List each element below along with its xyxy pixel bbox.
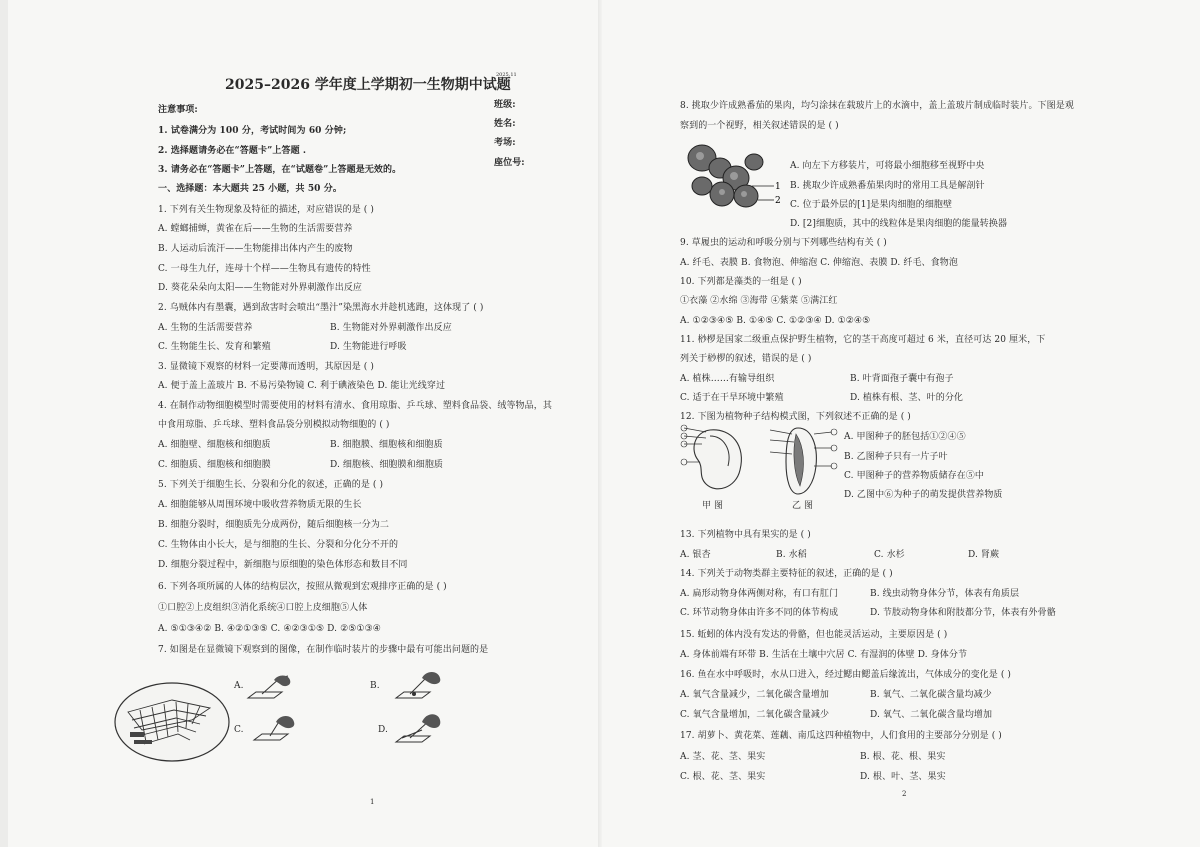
q12-caption-b: 乙 图 [792, 501, 814, 511]
q5-option-d: D. 细胞分裂过程中，新细胞与原细胞的染色体形态和数目不同 [158, 560, 408, 570]
q12-option-c: C. 甲图种子的营养物质储存在⑤中 [844, 471, 984, 481]
q8-option-b: B. 挑取少许成熟番茄果肉时的常用工具是解剖针 [790, 181, 985, 191]
q13-option-a: A. 银杏 [680, 550, 711, 560]
q11-option-a: A. 植株……有输导组织 [680, 374, 775, 384]
q14-option-b: B. 线虫动物身体分节，体表有角质层 [870, 589, 1020, 599]
q6-stem: 6. 下列各项所属的人体的结构层次，按照从微观到宏观排序正确的是 ( ) [158, 582, 447, 592]
q13-option-d: D. 肾蕨 [968, 550, 1000, 560]
q16-option-c: C. 氧气含量增加，二氧化碳含量减少 [680, 710, 830, 720]
q2-option-a: A. 生物的生活需要营养 [158, 323, 253, 333]
q4-stem-1: 4. 在制作动物细胞模型时需要使用的材料有清水、食用琼脂、乒乓球、塑料食品袋、绒等物品，其 [158, 401, 552, 411]
q12-stem: 12. 下图为植物种子结构模式图，下列叙述不正确的是 ( ) [680, 412, 911, 422]
q12-bean-seed-figure [680, 422, 750, 498]
q1-option-a: A. 螳螂捕蝉，黄雀在后——生物的生活需要营养 [158, 224, 353, 234]
q2-option-d: D. 生物能进行呼吸 [330, 342, 407, 352]
q6-options: A. ⑤①③④② B. ④②①③⑤ C. ④②③①⑤ D. ②⑤①③④ [158, 624, 381, 634]
q17-option-b: B. 根、花、根、果实 [860, 752, 946, 762]
q4-option-a: A. 细胞壁、细胞核和细胞质 [158, 440, 271, 450]
q7-stem: 7. 如图是在显微镜下观察到的图像，在制作临时装片的步骤中最有可能出问题的是 [158, 645, 489, 655]
q17-option-d: D. 根、叶、茎、果实 [860, 772, 946, 782]
q17-option-a: A. 茎、花、茎、果实 [680, 752, 766, 762]
page-number-2: 2 [902, 790, 907, 798]
q11-option-d: D. 植株有根、茎、叶的分化 [850, 393, 964, 403]
q11-option-c: C. 适于在干旱环境中繁殖 [680, 393, 784, 403]
notice-heading: 注意事项: [158, 105, 198, 115]
q8-label-1: 1 [775, 182, 781, 192]
q3-stem: 3. 显微镜下观察的材料一定要薄而透明，其原因是 ( ) [158, 362, 374, 372]
q8-label-2: 2 [775, 196, 781, 206]
q15-stem: 15. 蚯蚓的体内没有发达的骨骼，但也能灵活运动，主要原因是 ( ) [680, 630, 948, 640]
q12-option-a: A. 甲图种子的胚包括①②④⑤ [844, 432, 966, 442]
notice-3: 3. 请务必在“答题卡”上答题，在“试题卷”上答题是无效的。 [158, 165, 402, 175]
q8-option-a: A. 向左下方移装片，可将最小细胞移至视野中央 [790, 161, 985, 171]
q15-options: A. 身体前端有环带 B. 生活在土壤中穴居 C. 有湿润的体壁 D. 身体分节 [680, 650, 968, 660]
q10-options: A. ①②③④⑤ B. ①④⑤ C. ①②③④ D. ①②④⑤ [680, 316, 871, 326]
q4-option-b: B. 细胞膜、细胞核和细胞质 [330, 440, 443, 450]
q11-stem-2: 列关于桫椤的叙述，错误的是 ( ) [680, 354, 812, 364]
q9-stem: 9. 草履虫的运动和呼吸分别与下列哪些结构有关 ( ) [680, 238, 887, 248]
field-class: 班级: [494, 100, 516, 110]
q7-label-b: B. [370, 681, 380, 691]
q8-tomato-cells-figure [682, 138, 786, 220]
q16-stem: 16. 鱼在水中呼吸时，水从口进入，经过鳃由鳃盖后缘流出，气体成分的变化是 ( ) [680, 670, 1012, 680]
q5-option-a: A. 细胞能够从周围环境中吸收营养物质无限的生长 [158, 500, 362, 510]
q8-stem-1: 8. 挑取少许成熟番茄的果肉，均匀涂抹在载玻片上的水滴中，盖上盖玻片制成临时装片。下图是观 [680, 101, 1074, 111]
q17-stem: 17. 胡萝卜、黄花菜、莲藕、南瓜这四种植物中，人们食用的主要部分分别是 ( ) [680, 731, 1002, 741]
q13-option-c: C. 水杉 [874, 550, 905, 560]
q4-option-c: C. 细胞质、细胞核和细胞膜 [158, 460, 271, 470]
q2-option-c: C. 生物能生长、发育和繁殖 [158, 342, 271, 352]
q16-option-a: A. 氧气含量减少，二氧化碳含量增加 [680, 690, 830, 700]
page-number-1: 1 [370, 798, 375, 806]
q5-stem: 5. 下列关于细胞生长、分裂和分化的叙述，正确的是 ( ) [158, 480, 384, 490]
q7-label-a: A. [234, 681, 244, 691]
q14-option-c: C. 环节动物身体由许多不同的体节构成 [680, 608, 839, 618]
q8-option-c: C. 位于最外层的[1]是果肉细胞的细胞壁 [790, 200, 953, 210]
exam-title: 2025–2026 学年度上学期初一生物期中试题 [225, 77, 511, 93]
field-name: 姓名: [494, 119, 516, 129]
q2-stem: 2. 乌贼体内有墨囊，遇到敌害时会喷出“墨汁”染黑海水并趁机逃跑，这体现了 ( ) [158, 303, 484, 313]
q6-items: ①口腔②上皮组织③消化系统④口腔上皮细胞⑤人体 [158, 603, 368, 613]
q11-stem-1: 11. 桫椤是国家二级重点保护野生植物，它的茎干高度可超过 6 米，直径可达 20 厘米，下 [680, 335, 1046, 345]
field-seat-number: 座位号: [494, 158, 525, 168]
q7-option-a-figure [244, 672, 296, 702]
q8-option-d: D. [2]细胞质，其中的线粒体是果肉细胞的能量转换器 [790, 219, 1008, 229]
notice-2: 2. 选择题请务必在“答题卡”上答题 . [158, 146, 307, 156]
section-heading: 一、选择题：本大题共 25 小题，共 50 分。 [158, 184, 342, 194]
q7-option-b-figure [394, 668, 446, 702]
q16-option-d: D. 氧气、二氧化碳含量均增加 [870, 710, 993, 720]
q1-option-d: D. 葵花朵朵向太阳——生物能对外界刺激作出反应 [158, 283, 363, 293]
q4-option-d: D. 细胞核、细胞膜和细胞质 [330, 460, 444, 470]
q4-stem-2: 中食用琼脂、乒乓球、塑料食品袋分别模拟动物细胞的 ( ) [158, 420, 390, 430]
date-stamp: 2025.11 [496, 72, 517, 78]
q10-items: ①衣藻 ②水绵 ③海带 ④紫菜 ⑤满江红 [680, 296, 838, 306]
q7-label-c: C. [234, 725, 244, 735]
q14-option-a: A. 扁形动物身体两侧对称，有口有肛门 [680, 589, 839, 599]
q8-stem-2: 察到的一个视野，相关叙述错误的是 ( ) [680, 121, 839, 131]
page-2 [600, 0, 1200, 847]
q1-option-c: C. 一母生九仔，连母十个样——生物具有遗传的特性 [158, 264, 371, 274]
notice-1: 1. 试卷满分为 100 分，考试时间为 60 分钟; [158, 126, 347, 136]
q5-option-c: C. 生物体由小长大，是与细胞的生长、分裂和分化分不开的 [158, 540, 399, 550]
q12-caption-a: 甲 图 [702, 501, 724, 511]
q3-options: A. 便于盖上盖玻片 B. 不易污染物镜 C. 利于碘液染色 D. 能让光线穿过 [158, 381, 446, 391]
q1-stem: 1. 下列有关生物现象及特征的描述，对应错误的是 ( ) [158, 205, 374, 215]
q14-stem: 14. 下列关于动物类群主要特征的叙述，正确的是 ( ) [680, 569, 893, 579]
q7-label-d: D. [378, 725, 388, 735]
q14-option-d: D. 节肢动物身体和附肢都分节，体表有外骨骼 [870, 608, 1056, 618]
q9-options: A. 纤毛、表膜 B. 食物泡、伸缩泡 C. 伸缩泡、表膜 D. 纤毛、食物泡 [680, 258, 958, 268]
q12-corn-seed-figure [768, 422, 838, 498]
q11-option-b: B. 叶背面孢子囊中有孢子 [850, 374, 954, 384]
q12-option-d: D. 乙图中⑥为种子的萌发提供营养物质 [844, 490, 1003, 500]
q7-microscope-view-figure [112, 680, 232, 764]
q17-option-c: C. 根、花、茎、果实 [680, 772, 766, 782]
q16-option-b: B. 氧气、二氧化碳含量均减少 [870, 690, 992, 700]
q12-option-b: B. 乙图种子只有一片子叶 [844, 452, 948, 462]
q13-option-b: B. 水稻 [776, 550, 807, 560]
q7-option-d-figure [392, 708, 444, 748]
field-exam-room: 考场: [494, 138, 516, 148]
q1-option-b: B. 人运动后流汗——生物能排出体内产生的废物 [158, 244, 353, 254]
q5-option-b: B. 细胞分裂时，细胞质先分成两份，随后细胞核一分为二 [158, 520, 390, 530]
q10-stem: 10. 下列都是藻类的一组是 ( ) [680, 277, 802, 287]
q2-option-b: B. 生物能对外界刺激作出反应 [330, 323, 452, 333]
q13-stem: 13. 下列植物中具有果实的是 ( ) [680, 530, 811, 540]
q7-option-c-figure [250, 710, 302, 744]
